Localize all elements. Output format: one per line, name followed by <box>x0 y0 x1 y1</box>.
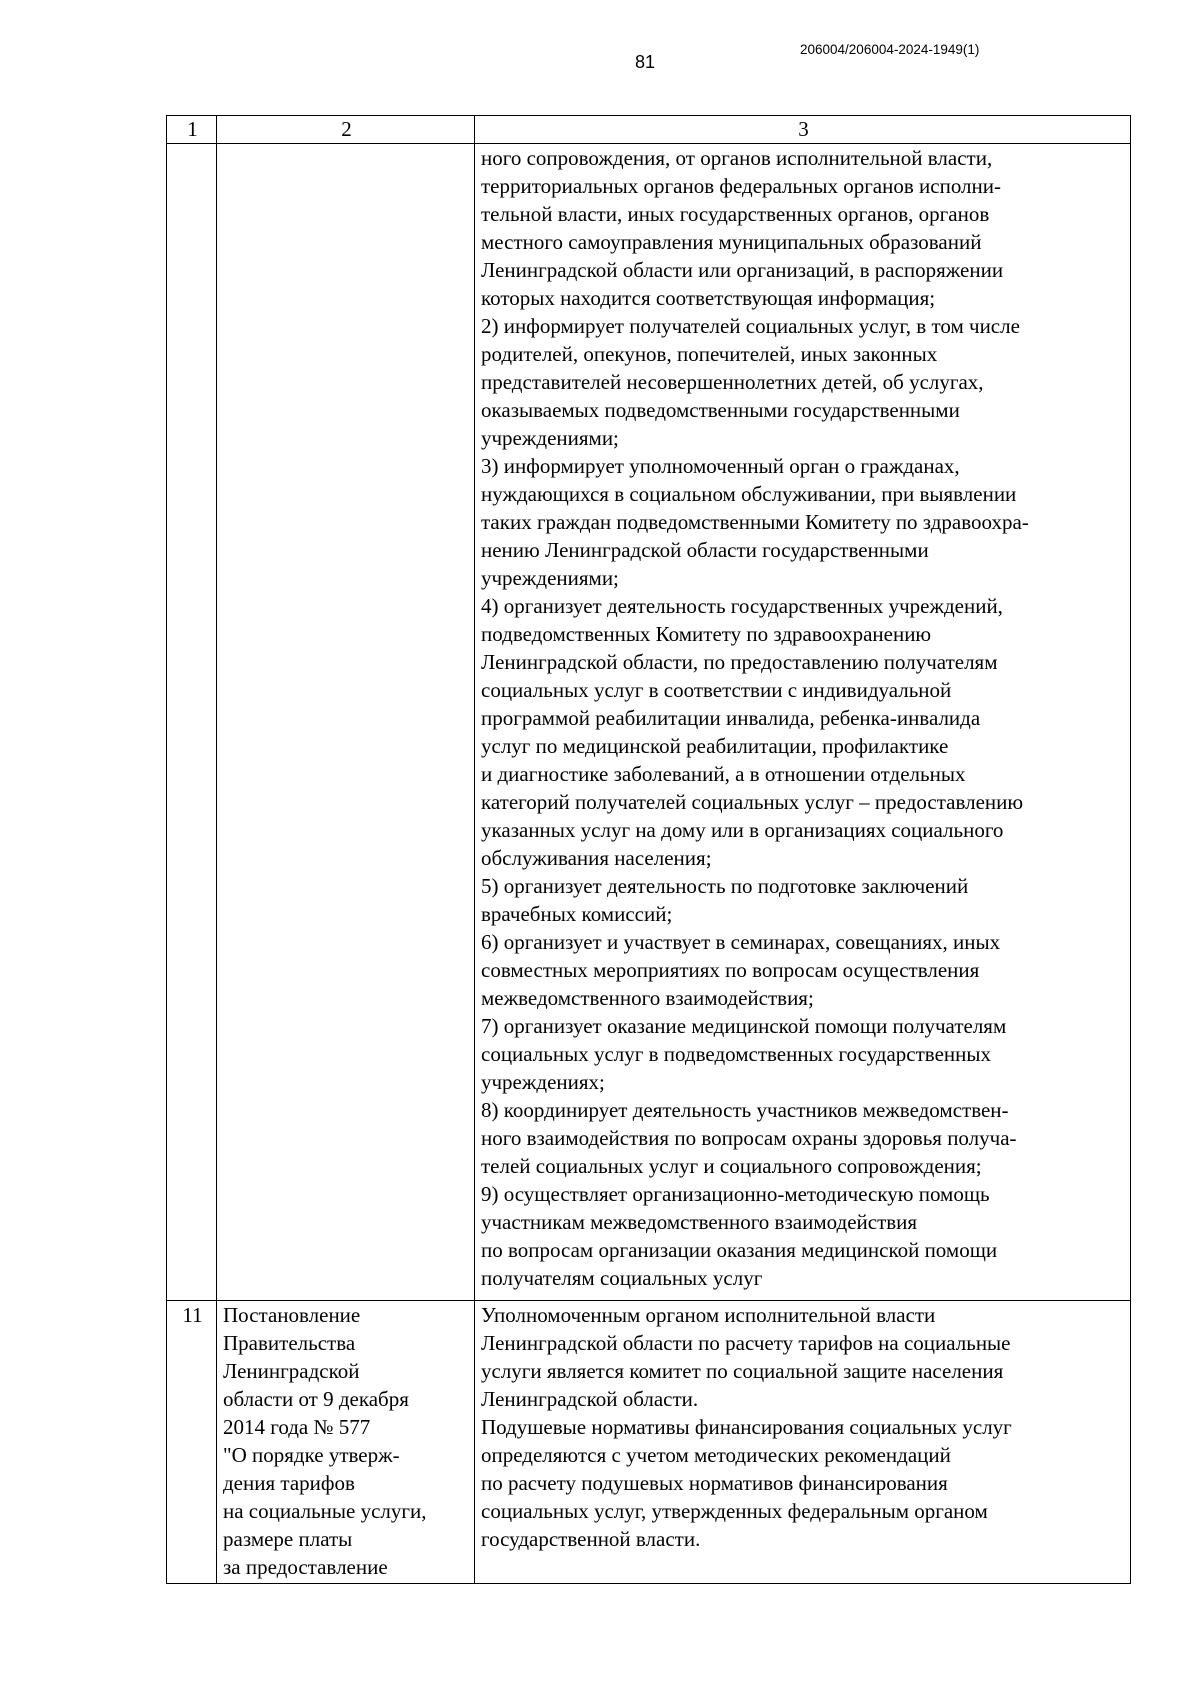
cell-description <box>475 1301 1131 1584</box>
column-header-2: 2 <box>217 116 475 144</box>
cell-document <box>217 1301 475 1584</box>
text-line: обслуживания населения; <box>481 846 712 870</box>
text-line: на социальные услуги, <box>223 1499 427 1523</box>
text-line: учреждениями; <box>481 566 619 590</box>
text-line: Ленинградской области. <box>481 1387 699 1411</box>
text-line: 2014 года № 577 <box>223 1415 371 1439</box>
text-line: государственной власти. <box>481 1527 701 1551</box>
text-line: 3) информирует уполномоченный орган о гражданах, <box>481 454 960 478</box>
text-line: услуг по медицинской реабилитации, профилактике <box>481 734 949 758</box>
document-id: 206004/206004-2024-1949(1) <box>800 42 980 57</box>
text-block <box>481 144 1126 1292</box>
text-line: нуждающихся в социальном обслуживании, при выявлении <box>481 482 1017 506</box>
text-line: и диагностике заболеваний, а в отношении отдельных <box>481 762 966 786</box>
text-line: социальных услуг в подведомственных государственных <box>481 1042 991 1066</box>
text-line: 8) координирует деятельность участников межведомствен- <box>481 1098 1009 1122</box>
text-line: за предоставление <box>223 1555 388 1579</box>
text-block <box>223 1301 470 1581</box>
text-line: социальных услуг в соответствии с индивидуальной <box>481 678 952 702</box>
text-line: Ленинградской <box>223 1359 360 1383</box>
text-line: участникам межведомственного взаимодействия <box>481 1210 918 1234</box>
text-line: тельной власти, иных государственных органов, органов <box>481 202 990 226</box>
cell-description <box>475 144 1131 1301</box>
table-row <box>167 1301 1131 1584</box>
page-number: 81 <box>634 52 656 72</box>
text-line: 9) осуществляет организационно-методическую помощь <box>481 1182 990 1206</box>
cell-number: 11 <box>167 1301 217 1584</box>
table-header-row <box>167 116 1131 144</box>
text-line: Уполномоченным органом исполнительной власти <box>481 1303 936 1327</box>
text-line: межведомственного взаимодействия; <box>481 986 814 1010</box>
column-header-1: 1 <box>167 116 217 144</box>
text-line: Ленинградской области по расчету тарифов на социальные <box>481 1331 1011 1355</box>
text-line: определяются с учетом методических рекомендаций <box>481 1443 951 1467</box>
text-line: телей социальных услуг и социального сопровождения; <box>481 1154 982 1178</box>
text-line: услуги является комитет по социальной защите населения <box>481 1359 1004 1383</box>
text-line: социальных услуг, утвержденных федеральным органом <box>481 1499 988 1523</box>
text-line: ного сопровождения, от органов исполнительной власти, <box>481 146 993 170</box>
text-line: размере платы <box>223 1527 353 1551</box>
text-line: представителей несовершеннолетних детей, об услугах, <box>481 370 984 394</box>
regulation-table <box>166 115 1131 1584</box>
text-line: учреждениях; <box>481 1070 605 1094</box>
text-line: 2) информирует получателей социальных услуг, в том числе <box>481 314 1020 338</box>
text-line: совместных мероприятиях по вопросам осуществления <box>481 958 980 982</box>
text-line: подведомственных Комитету по здравоохранению <box>481 622 932 646</box>
text-line: территориальных органов федеральных органов исполни- <box>481 174 1001 198</box>
text-line: Подушевые нормативы финансирования социальных услуг <box>481 1415 1012 1439</box>
text-line: учреждениями; <box>481 426 619 450</box>
text-line: области от 9 декабря <box>223 1387 409 1411</box>
column-header-3: 3 <box>475 116 1131 144</box>
text-line: врачебных комиссий; <box>481 902 673 926</box>
cell-document <box>217 144 475 1301</box>
table-row-continuation <box>167 144 1131 1301</box>
text-line: Постановление <box>223 1303 361 1327</box>
text-line: 6) организует и участвует в семинарах, совещаниях, иных <box>481 930 1001 954</box>
text-line: указанных услуг на дому или в организациях социального <box>481 818 1004 842</box>
cell-number <box>167 144 217 1301</box>
text-line: дения тарифов <box>223 1471 355 1495</box>
text-line: Правительства <box>223 1331 356 1355</box>
text-line: 7) организует оказание медицинской помощи получателям <box>481 1014 1007 1038</box>
text-line: по расчету подушевых нормативов финансирования <box>481 1471 948 1495</box>
text-line: "О порядке утверж- <box>223 1443 400 1467</box>
text-line: категорий получателей социальных услуг – предоставлению <box>481 790 1024 814</box>
text-line: родителей, опекунов, попечителей, иных законных <box>481 342 938 366</box>
text-line: 4) организует деятельность государственных учреждений, <box>481 594 1003 618</box>
text-line: таких граждан подведомственными Комитету по здравоохра- <box>481 510 1029 534</box>
text-line: нению Ленинградской области государственными <box>481 538 929 562</box>
text-line: ного взаимодействия по вопросам охраны здоровья получа- <box>481 1126 1017 1150</box>
text-line: Ленинградской области, по предоставлению получателям <box>481 650 998 674</box>
text-line: 5) организует деятельность по подготовке заключений <box>481 874 969 898</box>
text-line: местного самоуправления муниципальных образований <box>481 230 982 254</box>
text-line: программой реабилитации инвалида, ребенка-инвалида <box>481 706 981 730</box>
text-block <box>481 1301 1126 1553</box>
text-line: которых находится соответствующая информация; <box>481 286 936 310</box>
text-line: Ленинградской области или организаций, в распоряжении <box>481 258 1004 282</box>
text-line: по вопросам организации оказания медицинской помощи <box>481 1238 998 1262</box>
text-line: оказываемых подведомственными государственными <box>481 398 960 422</box>
text-line: получателям социальных услуг <box>481 1266 763 1290</box>
